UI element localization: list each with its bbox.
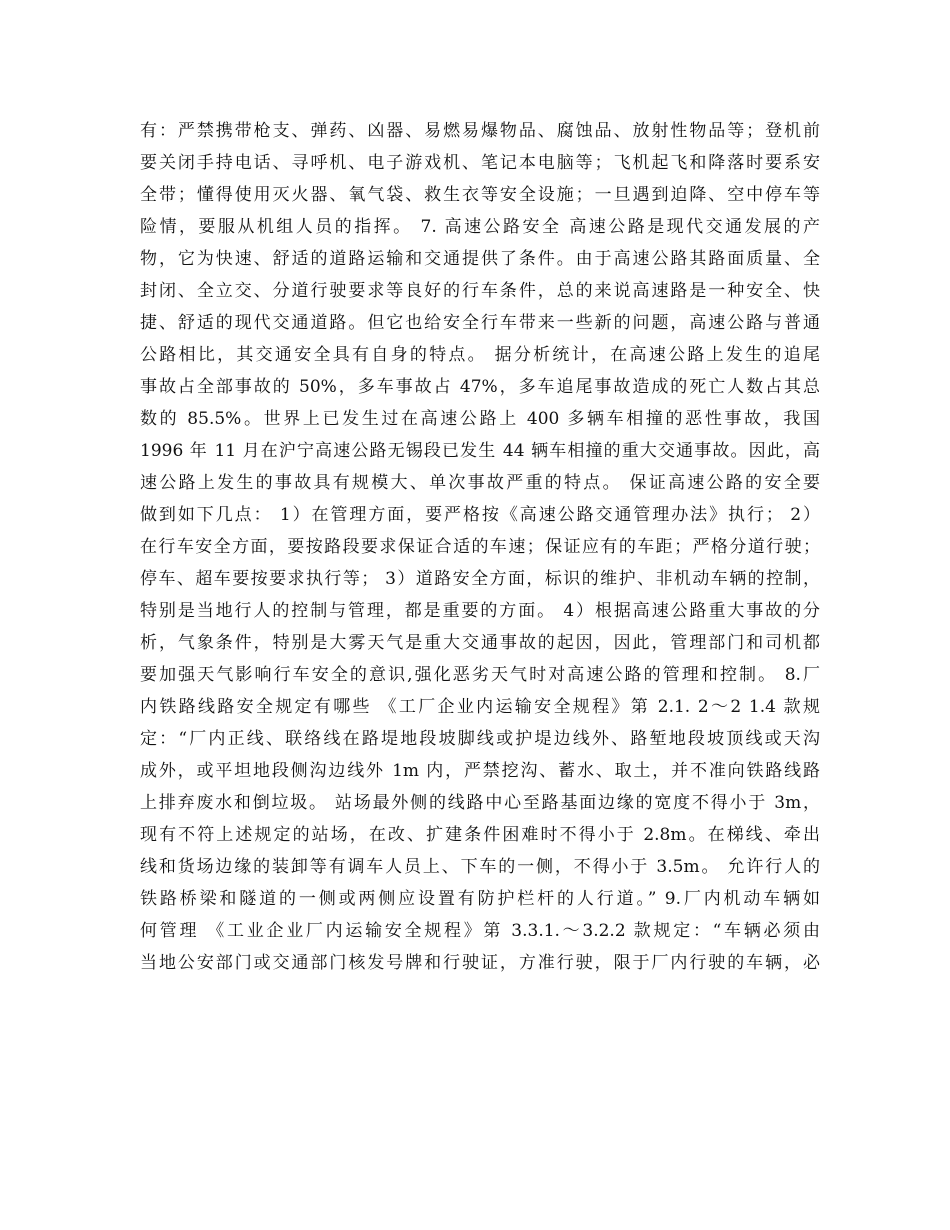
text-line-11: 1996 年 11 月在沪宁高速公路无锡段已发生 44 辆车相撞的重大交通事故。因此，高	[140, 441, 820, 461]
text-line-22: 上排弃废水和倒垃圾。 站场最外侧的线路中心至路基面边缘的宽度不得小于 3m，	[140, 793, 820, 813]
text-line-16: 特别是当地行人的控制与管理，都是重要的方面。 4）根据高速公路重大事故的分	[140, 601, 820, 621]
text-line-8: 公路相比，其交通安全具有自身的特点。 据分析统计，在高速公路上发生的追尾	[140, 345, 820, 365]
text-line-23: 现有不符上述规定的站场，在改、扩建条件困难时不得小于 2.8m。在梯线、牵出	[140, 825, 820, 845]
text-line-9: 事故占全部事故的 50%，多车事故占 47%，多车追尾事故造成的死亡人数占其总	[140, 377, 820, 397]
text-line-14: 在行车安全方面，要按路段要求保证合适的车速；保证应有的车距；严格分道行驶；	[140, 537, 820, 557]
text-line-4: 险情，要服从机组人员的指挥。 7. 高速公路安全 高速公路是现代交通发展的产	[140, 217, 820, 237]
text-line-19: 内铁路线路安全规定有哪些 《工厂企业内运输安全规程》第 2.1. 2～2 1.4 款规	[140, 697, 820, 717]
text-line-13: 做到如下几点： 1）在管理方面，要严格按《高速公路交通管理办法》执行； 2）	[140, 505, 820, 525]
text-line-17: 析，气象条件，特别是大雾天气是重大交通事故的起因，因此，管理部门和司机都	[140, 633, 820, 653]
text-line-5: 物，它为快速、舒适的道路运输和交通提供了条件。由于高速公路其路面质量、全	[140, 249, 820, 269]
text-line-2: 要关闭手持电话、寻呼机、电子游戏机、笔记本电脑等；飞机起飞和降落时要系安	[140, 153, 820, 173]
text-line-15: 停车、超车要按要求执行等； 3）道路安全方面，标识的维护、非机动车辆的控制，	[140, 569, 820, 589]
text-line-27: 当地公安部门或交通部门核发号牌和行驶证，方准行驶，限于厂内行驶的车辆，必	[140, 953, 820, 973]
text-line-18: 要加强天气影响行车安全的意识,强化恶劣天气时对高速公路的管理和控制。 8.厂	[140, 665, 820, 685]
text-line-20: 定：“厂内正线、联络线在路堤地段坡脚线或护堤边线外、路堑地段坡顶线或天沟	[140, 729, 820, 749]
text-line-24: 线和货场边缘的装卸等有调车人员上、下车的一侧，不得小于 3.5m。 允许行人的	[140, 857, 820, 877]
text-line-25: 铁路桥梁和隧道的一侧或两侧应设置有防护栏杆的人行道。” 9.厂内机动车辆如	[140, 889, 820, 909]
text-line-26: 何管理 《工业企业厂内运输安全规程》第 3.3.1.～3.2.2 款规定：“车辆必须由	[140, 921, 820, 941]
body-text	[140, 115, 820, 979]
text-line-21: 成外，或平坦地段侧沟边线外 1m 内，严禁挖沟、蓄水、取土，并不准向铁路线路	[140, 761, 820, 781]
text-line-12: 速公路上发生的事故具有规模大、单次事故严重的特点。 保证高速公路的安全要	[140, 473, 820, 493]
text-line-10: 数的 85.5%。世界上已发生过在高速公路上 400 多辆车相撞的恶性事故，我国	[140, 409, 820, 429]
text-line-3: 全带；懂得使用灭火器、氧气袋、救生衣等安全设施；一旦遇到迫降、空中停车等	[140, 185, 820, 205]
text-line-7: 捷、舒适的现代交通道路。但它也给安全行车带来一些新的问题，高速公路与普通	[140, 313, 820, 333]
text-line-6: 封闭、全立交、分道行驶要求等良好的行车条件，总的来说高速路是一种安全、快	[140, 281, 820, 301]
text-line-1: 有：严禁携带枪支、弹药、凶器、易燃易爆物品、腐蚀品、放射性物品等；登机前	[140, 121, 820, 141]
